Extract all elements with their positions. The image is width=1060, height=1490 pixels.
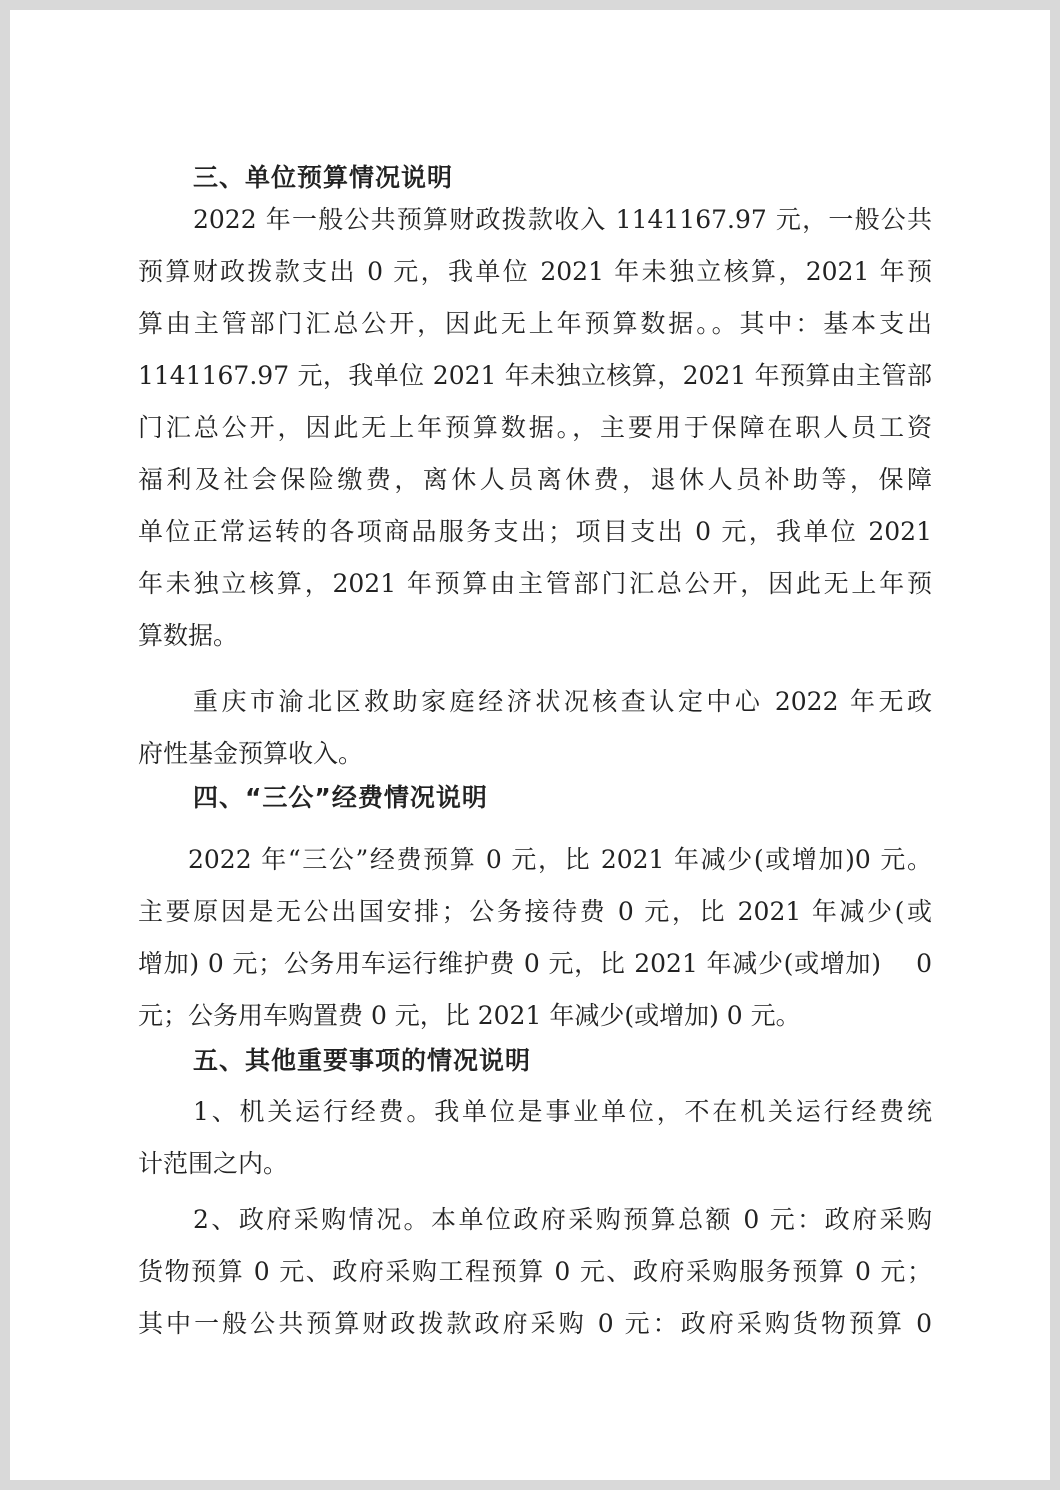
section-4-heading: 四、“三公”经费情况说明	[193, 783, 488, 812]
section-3-paragraph-1	[138, 194, 932, 662]
document-page	[10, 10, 1050, 1480]
section-5-heading: 五、其他重要事项的情况说明	[193, 1046, 532, 1075]
paragraph-line: 1141167.97 元，我单位 2021 年未独立核算，2021 年预算由主管部	[138, 361, 932, 390]
paragraph-line: 福利及社会保险缴费，离休人员离休费，退休人员补助等，保障	[138, 465, 932, 494]
paragraph-line: 预算财政拨款支出 0 元，我单位 2021 年未独立核算，2021 年预	[138, 257, 932, 286]
paragraph-line: 重庆市渝北区救助家庭经济状况核查认定中心 2022 年无政	[193, 687, 932, 716]
paragraph-line: 其中一般公共预算财政拨款政府采购 0 元：政府采购货物预算 0	[138, 1309, 932, 1338]
section-3-paragraph-2	[138, 676, 932, 780]
paragraph-line: 2022 年一般公共预算财政拨款收入 1141167.97 元，一般公共	[193, 205, 932, 234]
section-5-paragraph-1	[138, 1086, 932, 1190]
paragraph-line: 2、政府采购情况。本单位政府采购预算总额 0 元：政府采购	[193, 1205, 932, 1234]
section-5-paragraph-2	[138, 1194, 932, 1350]
section-4-paragraph-1	[138, 834, 932, 1042]
paragraph-line: 算数据。	[138, 621, 239, 650]
paragraph-line: 门汇总公开，因此无上年预算数据。，主要用于保障在职人员工资	[138, 413, 932, 442]
paragraph-line: 增加) 0 元；公务用车运行维护费 0 元，比 2021 年减少(或增加) 0	[138, 949, 932, 978]
paragraph-line: 府性基金预算收入。	[138, 739, 364, 768]
paragraph-line: 元；公务用车购置费 0 元，比 2021 年减少(或增加) 0 元。	[138, 1001, 801, 1030]
paragraph-line: 单位正常运转的各项商品服务支出；项目支出 0 元，我单位 2021	[138, 517, 932, 546]
paragraph-line: 货物预算 0 元、政府采购工程预算 0 元、政府采购服务预算 0 元；	[138, 1257, 932, 1286]
paragraph-line: 算由主管部门汇总公开，因此无上年预算数据。。其中：基本支出	[138, 309, 932, 338]
section-3-heading: 三、单位预算情况说明	[193, 163, 454, 192]
paragraph-line: 计范围之内。	[138, 1149, 289, 1178]
paragraph-line: 1、机关运行经费。我单位是事业单位，不在机关运行经费统	[193, 1097, 932, 1126]
paragraph-line: 主要原因是无公出国安排；公务接待费 0 元，比 2021 年减少(或	[138, 897, 932, 926]
paragraph-line: 年未独立核算，2021 年预算由主管部门汇总公开，因此无上年预	[138, 569, 932, 598]
paragraph-line: 2022 年“三公”经费预算 0 元，比 2021 年减少(或增加)0 元。	[188, 845, 932, 874]
